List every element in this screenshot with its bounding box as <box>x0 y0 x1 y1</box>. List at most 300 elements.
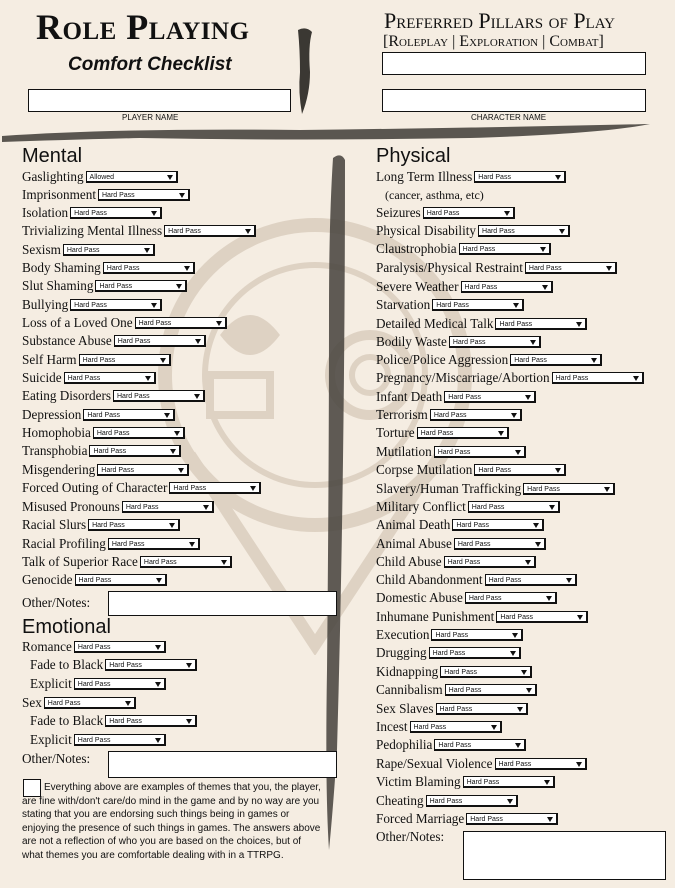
chevron-down-icon <box>203 505 209 510</box>
physical-row <box>376 406 522 423</box>
chevron-down-icon <box>546 596 552 601</box>
physical-row <box>376 589 557 606</box>
select-value: Hard Pass <box>470 815 503 823</box>
select-value: Hard Pass <box>438 741 472 749</box>
physical-row <box>376 351 602 368</box>
mental-comfort-select[interactable] <box>79 354 171 366</box>
physical-item-label: Kidnapping <box>376 664 439 679</box>
mental-row <box>22 498 214 515</box>
mental-row <box>22 168 178 185</box>
mental-comfort-select[interactable] <box>113 390 205 402</box>
select-value: Hard Pass <box>109 717 142 725</box>
physical-row <box>376 278 553 295</box>
chevron-down-icon <box>540 247 546 252</box>
physical-item-label: Torture <box>376 425 415 440</box>
mental-row <box>22 571 167 588</box>
chevron-down-icon <box>156 578 162 583</box>
physical-comfort-select[interactable] <box>429 647 521 659</box>
physical-row <box>376 553 536 570</box>
chevron-down-icon <box>591 358 597 363</box>
select-value: Hard Pass <box>498 760 532 768</box>
physical-row <box>376 443 526 460</box>
mental-item-label: Gaslighting <box>22 169 84 184</box>
mental-item-label: Self Harm <box>22 352 77 367</box>
physical-comfort-select[interactable] <box>461 281 553 293</box>
mental-item-label: Transphobia <box>22 443 88 458</box>
chevron-down-icon <box>178 468 184 473</box>
chevron-down-icon <box>526 688 532 693</box>
chevron-down-icon <box>544 780 550 785</box>
chevron-down-icon <box>174 431 180 436</box>
select-value: Hard Pass <box>448 393 481 401</box>
physical-row <box>376 700 528 717</box>
select-value: Hard Pass <box>466 778 500 786</box>
mental-row <box>22 296 162 313</box>
emotional-row <box>22 694 136 711</box>
chevron-down-icon <box>164 413 170 418</box>
mental-comfort-select[interactable] <box>103 262 195 274</box>
physical-row <box>376 663 532 680</box>
mental-comfort-select[interactable] <box>86 171 178 183</box>
select-value: Hard Pass <box>527 485 560 493</box>
character-name-label: CHARACTER NAME <box>471 113 547 122</box>
physical-row <box>376 644 521 661</box>
physical-comfort-select[interactable] <box>431 629 523 641</box>
physical-row <box>376 626 523 643</box>
mental-comfort-select[interactable] <box>97 464 189 476</box>
chevron-down-icon <box>542 285 548 290</box>
physical-item-label: Starvation <box>376 297 431 312</box>
disclaimer-text <box>22 781 322 863</box>
mental-comfort-select[interactable] <box>70 299 162 311</box>
physical-item-label: Slavery/Human Trafficking <box>376 481 522 496</box>
chevron-down-icon <box>515 743 521 748</box>
select-value: Hard Pass <box>471 503 505 511</box>
chevron-down-icon <box>184 266 190 271</box>
emotional-item-label: Explicit <box>30 732 72 747</box>
chevron-down-icon <box>221 560 227 565</box>
select-value: Hard Pass <box>439 705 473 713</box>
pillars-title: Preferred Pillars of Play <box>384 8 616 33</box>
physical-row <box>376 168 566 185</box>
physical-comfort-select[interactable] <box>445 684 537 696</box>
chevron-down-icon <box>576 322 582 327</box>
mental-comfort-select[interactable] <box>164 225 256 237</box>
select-value: Hard Pass <box>102 191 135 199</box>
physical-comfort-select[interactable] <box>495 318 587 330</box>
select-value: Hard Pass <box>437 448 471 456</box>
physical-item-label: Seizures <box>376 205 421 220</box>
mental-comfort-select[interactable] <box>135 317 227 329</box>
physical-comfort-select[interactable] <box>466 813 558 825</box>
chevron-down-icon <box>491 725 497 730</box>
physical-item-label: Cannibalism <box>376 682 443 697</box>
chevron-down-icon <box>176 284 182 289</box>
select-value: Hard Pass <box>500 613 533 621</box>
physical-row <box>376 388 536 405</box>
disclaimer-body: Everything above are examples of themes that you, the player, are fine with/don't care/do mind in the game and by no way are you stating that you are endorsing such things being in games or enjoying the presence of such things in games. The answers above are not a reflection of who you are based on the choices, but of what themes you are comfortable dealing with in a TTRPG. <box>22 782 321 861</box>
physical-item-label: Sex Slaves <box>376 701 434 716</box>
select-value: Hard Pass <box>138 319 172 327</box>
select-value: Hard Pass <box>447 558 481 566</box>
physical-row <box>376 755 587 772</box>
player-name-label: PLAYER NAME <box>122 113 179 122</box>
emotional-notes-row <box>22 750 90 767</box>
physical-row <box>376 315 587 332</box>
mental-row <box>22 461 189 478</box>
chevron-down-icon <box>250 486 256 491</box>
chevron-down-icon <box>604 487 610 492</box>
mental-comfort-select[interactable] <box>89 445 181 457</box>
mental-row <box>22 186 190 203</box>
chevron-down-icon <box>547 817 553 822</box>
emotional-item-label: Romance <box>22 639 72 654</box>
mental-notes-input[interactable] <box>108 591 337 616</box>
physical-comfort-select[interactable] <box>459 243 551 255</box>
physical-item-label: Execution <box>376 627 430 642</box>
mental-comfort-select[interactable] <box>70 207 162 219</box>
emotional-row <box>30 712 197 729</box>
mental-comfort-select[interactable] <box>140 556 232 568</box>
illness-note: (cancer, asthma, etc) <box>385 188 484 202</box>
mental-comfort-select[interactable] <box>169 482 261 494</box>
emotional-row <box>30 731 166 748</box>
physical-comfort-select[interactable] <box>444 391 536 403</box>
physical-row <box>376 369 644 386</box>
physical-row <box>376 240 551 257</box>
physical-comfort-select[interactable] <box>410 721 502 733</box>
physical-notes-label: Other/Notes: <box>376 829 445 844</box>
chevron-down-icon <box>559 229 565 234</box>
select-value: Hard Pass <box>464 283 498 291</box>
chevron-down-icon <box>530 340 536 345</box>
physical-row <box>376 222 570 239</box>
chevron-down-icon <box>577 615 583 620</box>
physical-row <box>376 333 541 350</box>
select-value: Hard Pass <box>77 736 111 744</box>
physical-item-label: Physical Disability <box>376 223 477 238</box>
select-value: Hard Pass <box>435 631 469 639</box>
chevron-down-icon <box>555 468 561 473</box>
chevron-down-icon <box>576 762 582 767</box>
physical-item-label: Long Term Illness <box>376 169 473 184</box>
emotional-item-label: Sex <box>22 695 42 710</box>
physical-item-label: Child Abuse <box>376 554 442 569</box>
select-value: Hard Pass <box>514 356 547 364</box>
mental-item-label: Forced Outing of Character <box>22 480 168 495</box>
page-title: Role Playing <box>36 7 250 47</box>
physical-comfort-select[interactable] <box>523 483 615 495</box>
chevron-down-icon <box>155 738 161 743</box>
mental-comfort-select[interactable] <box>122 501 214 513</box>
select-value: Hard Pass <box>99 282 133 290</box>
chevron-down-icon <box>517 707 523 712</box>
chevron-down-icon <box>504 211 510 216</box>
select-value: Hard Pass <box>173 484 207 492</box>
physical-comfort-select[interactable] <box>449 336 541 348</box>
select-value: Hard Pass <box>74 301 107 309</box>
physical-item-label: Mutilation <box>376 444 432 459</box>
select-value: Hard Pass <box>78 576 112 584</box>
mental-item-label: Isolation <box>22 205 69 220</box>
mental-item-label: Talk of Superior Race <box>22 554 138 569</box>
emotional-comfort-select[interactable] <box>44 697 136 709</box>
chevron-down-icon <box>511 413 517 418</box>
emotional-item-label: Explicit <box>30 676 72 691</box>
physical-comfort-select[interactable] <box>474 171 566 183</box>
mental-comfort-select[interactable] <box>83 409 175 421</box>
select-value: Hard Pass <box>109 661 142 669</box>
mental-row <box>22 277 187 294</box>
chevron-down-icon <box>533 523 539 528</box>
mental-comfort-select[interactable] <box>88 519 180 531</box>
mental-item-label: Bullying <box>22 297 69 312</box>
physical-row <box>376 792 518 809</box>
select-value: Hard Pass <box>74 209 107 217</box>
chevron-down-icon <box>566 578 572 583</box>
physical-comfort-select[interactable] <box>525 262 617 274</box>
physical-item-label: Claustrophobia <box>376 241 457 256</box>
mental-item-label: Slut Shaming <box>22 278 94 293</box>
mental-notes-label: Other/Notes: <box>22 595 91 610</box>
chevron-down-icon <box>512 633 518 638</box>
select-value: Allowed <box>89 173 115 181</box>
chevron-down-icon <box>521 670 527 675</box>
select-value: Hard Pass <box>457 540 491 548</box>
physical-comfort-select[interactable] <box>434 739 526 751</box>
chevron-down-icon <box>160 358 166 363</box>
emotional-row <box>22 638 166 655</box>
chevron-down-icon <box>125 701 131 706</box>
mental-item-label: Depression <box>22 407 82 422</box>
select-value: Hard Pass <box>448 686 482 694</box>
mental-item-label: Eating Disorders <box>22 388 111 403</box>
select-value: Hard Pass <box>436 301 469 309</box>
chevron-down-icon <box>194 394 200 399</box>
mental-comfort-select[interactable] <box>93 427 185 439</box>
chevron-down-icon <box>510 651 516 656</box>
chevron-down-icon <box>216 321 222 326</box>
chevron-down-icon <box>170 449 176 454</box>
physical-row <box>376 424 509 441</box>
physical-comfort-select[interactable] <box>463 776 555 788</box>
emotional-comfort-select[interactable] <box>74 734 166 746</box>
physical-comfort-select[interactable] <box>510 354 602 366</box>
physical-comfort-select[interactable] <box>436 703 528 715</box>
select-value: Hard Pass <box>117 392 150 400</box>
select-value: Hard Pass <box>143 558 177 566</box>
physical-row <box>376 259 617 276</box>
mental-row <box>22 222 256 239</box>
chevron-down-icon <box>151 303 157 308</box>
select-value: Hard Pass <box>106 264 140 272</box>
mental-row <box>22 516 180 533</box>
mental-row <box>22 369 156 386</box>
physical-row <box>376 296 524 313</box>
chevron-down-icon <box>549 505 555 510</box>
physical-row <box>376 718 502 735</box>
physical-comfort-select[interactable] <box>485 574 577 586</box>
mental-item-label: Misgendering <box>22 462 96 477</box>
chevron-down-icon <box>195 339 201 344</box>
mental-row <box>22 535 200 552</box>
physical-comfort-select[interactable] <box>452 519 544 531</box>
emotional-comfort-select[interactable] <box>105 715 197 727</box>
physical-comfort-select[interactable] <box>423 207 515 219</box>
mental-comfort-select[interactable] <box>98 189 190 201</box>
chevron-down-icon <box>179 193 185 198</box>
physical-comfort-select[interactable] <box>417 427 509 439</box>
mental-heading: Mental <box>22 145 83 167</box>
chevron-down-icon <box>155 682 161 687</box>
select-value: Hard Pass <box>87 411 121 419</box>
select-value: Hard Pass <box>478 466 512 474</box>
physical-row <box>376 681 537 698</box>
emotional-comfort-select[interactable] <box>105 659 197 671</box>
chevron-down-icon <box>535 542 541 547</box>
physical-item-label: Pregnancy/Miscarriage/Abortion <box>376 370 550 385</box>
physical-notes-input[interactable] <box>463 831 666 880</box>
chevron-down-icon <box>169 523 175 528</box>
physical-heading: Physical <box>376 145 451 167</box>
select-value: Hard Pass <box>433 411 467 419</box>
physical-comfort-select[interactable] <box>454 538 546 550</box>
physical-comfort-select[interactable] <box>478 225 570 237</box>
physical-item-label: Animal Abuse <box>376 536 452 551</box>
emotional-comfort-select[interactable] <box>74 641 166 653</box>
select-value: Hard Pass <box>125 503 159 511</box>
emotional-notes-label: Other/Notes: <box>22 751 91 766</box>
select-value: Hard Pass <box>96 429 130 437</box>
select-value: Hard Pass <box>77 643 111 651</box>
select-value: Hard Pass <box>468 594 502 602</box>
physical-comfort-select[interactable] <box>432 299 524 311</box>
mental-comfort-select[interactable] <box>64 372 156 384</box>
physical-row <box>376 204 515 221</box>
physical-notes-row <box>376 828 444 845</box>
emotional-row <box>30 656 197 673</box>
pillars-options: [Roleplay | Exploration | Combat] <box>383 33 604 50</box>
select-value: Hard Pass <box>555 374 589 382</box>
chevron-down-icon <box>606 266 612 271</box>
chevron-down-icon <box>186 719 192 724</box>
chevron-down-icon <box>155 645 161 650</box>
physical-item-label: Forced Marriage <box>376 811 465 826</box>
select-value: Hard Pass <box>456 521 490 529</box>
mental-row <box>22 442 181 459</box>
physical-item-label: Corpse Mutilation <box>376 462 473 477</box>
physical-comfort-select[interactable] <box>474 464 566 476</box>
select-value: Hard Pass <box>488 576 522 584</box>
physical-item-label: Police/Police Aggression <box>376 352 509 367</box>
mental-row <box>22 479 261 496</box>
physical-item-label: Terrorism <box>376 407 428 422</box>
mental-comfort-select[interactable] <box>75 574 167 586</box>
mental-item-label: Loss of a Loved One <box>22 315 133 330</box>
physical-item-label: Paralysis/Physical Restraint <box>376 260 523 275</box>
physical-item-label: Infant Death <box>376 389 443 404</box>
mental-row <box>22 314 227 331</box>
select-value: Hard Pass <box>101 466 134 474</box>
mental-row <box>22 387 205 404</box>
select-value: Hard Pass <box>499 320 533 328</box>
physical-comfort-select[interactable] <box>495 758 587 770</box>
select-value: Hard Pass <box>67 374 101 382</box>
physical-row <box>376 736 526 753</box>
select-value: Hard Pass <box>66 246 100 254</box>
mental-comfort-select[interactable] <box>114 335 206 347</box>
physical-item-label: Rape/Sexual Violence <box>376 756 493 771</box>
physical-item-label: Animal Death <box>376 517 451 532</box>
chevron-down-icon <box>167 175 173 180</box>
chevron-down-icon <box>189 542 195 547</box>
emotional-notes-input[interactable] <box>108 751 337 778</box>
physical-comfort-select[interactable] <box>430 409 522 421</box>
physical-item-label: Cheating <box>376 793 424 808</box>
chevron-down-icon <box>513 303 519 308</box>
physical-comfort-select[interactable] <box>434 446 526 458</box>
mental-item-label: Trivializing Mental Illness <box>22 223 163 238</box>
chevron-down-icon <box>525 560 531 565</box>
mental-item-label: Imprisonment <box>22 187 96 202</box>
physical-comfort-select[interactable] <box>552 372 644 384</box>
mental-item-label: Racial Profiling <box>22 536 106 551</box>
physical-comfort-select[interactable] <box>468 501 560 513</box>
mental-item-label: Racial Slurs <box>22 517 87 532</box>
physical-comfort-select[interactable] <box>444 556 536 568</box>
physical-item-label: Incest <box>376 719 408 734</box>
select-value: Hard Pass <box>111 540 145 548</box>
select-value: Hard Pass <box>168 227 201 235</box>
physical-row <box>376 608 588 625</box>
chevron-down-icon <box>151 211 157 216</box>
select-value: Hard Pass <box>93 447 127 455</box>
mental-item-label: Substance Abuse <box>22 333 112 348</box>
select-value: Hard Pass <box>452 338 486 346</box>
select-value: Hard Pass <box>482 227 515 235</box>
chevron-down-icon <box>633 376 639 381</box>
chevron-down-icon <box>498 431 504 436</box>
emotional-comfort-select[interactable] <box>74 678 166 690</box>
mental-comfort-select[interactable] <box>108 538 200 550</box>
chevron-down-icon <box>145 376 151 381</box>
physical-row <box>376 516 544 533</box>
physical-item-label: Pedophilia <box>376 737 433 752</box>
physical-row <box>376 461 566 478</box>
physical-comfort-select[interactable] <box>465 592 557 604</box>
mental-item-label: Body Shaming <box>22 260 101 275</box>
physical-comfort-select[interactable] <box>426 795 518 807</box>
mental-row <box>22 553 232 570</box>
mental-item-label: Misused Pronouns <box>22 499 120 514</box>
chevron-down-icon <box>515 450 521 455</box>
mental-notes-row <box>22 594 90 611</box>
physical-comfort-select[interactable] <box>496 611 588 623</box>
physical-item-label: Child Abandonment <box>376 572 483 587</box>
physical-item-label: Domestic Abuse <box>376 590 463 605</box>
mental-item-label: Genocide <box>22 572 73 587</box>
mental-row <box>22 424 185 441</box>
select-value: Hard Pass <box>117 337 151 345</box>
chevron-down-icon <box>144 248 150 253</box>
mental-row <box>22 204 162 221</box>
physical-comfort-select[interactable] <box>440 666 532 678</box>
mental-row <box>22 332 206 349</box>
mental-comfort-select[interactable] <box>63 244 155 256</box>
physical-item-label: Victim Blaming <box>376 774 461 789</box>
mental-comfort-select[interactable] <box>95 280 187 292</box>
physical-row <box>376 480 615 497</box>
